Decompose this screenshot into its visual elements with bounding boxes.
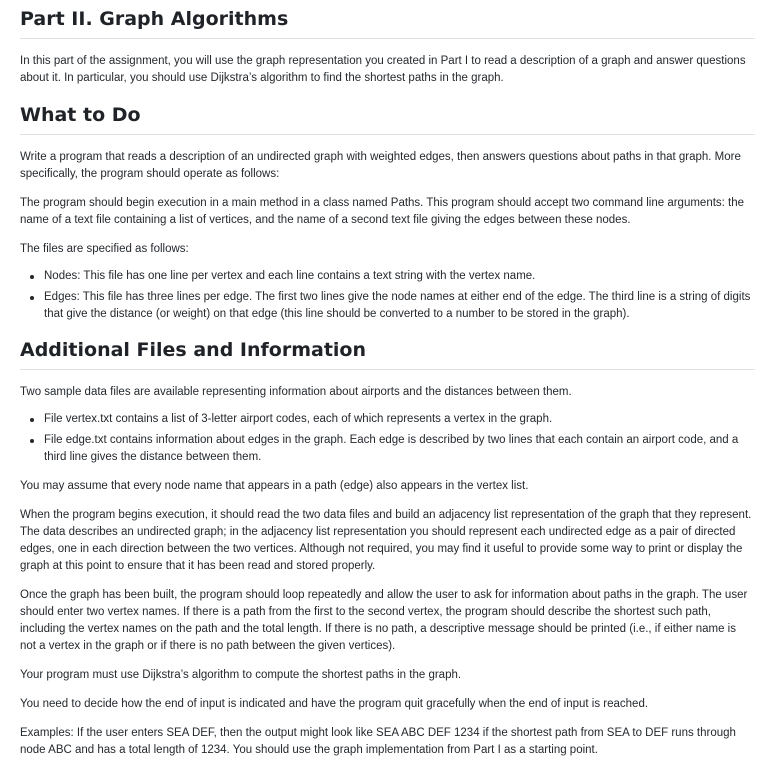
- additional-paragraph-1: Two sample data files are available representing information about airports and the distances between them.: [20, 386, 572, 398]
- what-to-do-paragraph-2: The program should begin execution in a main method in a class named Paths. This program should accept two command line arguments: the name of a text file containing a list of vertices, and the name of a second text file giving the edges between these nodes.: [20, 197, 745, 226]
- list-item: Nodes: This file has one line per vertex and each line contains a text string with the vertex name.: [44, 268, 755, 285]
- list-item: File edge.txt contains information about edges in the graph. Each edge is described by two lines that each contain an airport code, and a third line gives the distance between them.: [44, 432, 755, 466]
- additional-paragraph-2: You may assume that every node name that appears in a path (edge) also appears in the vertex list.: [20, 480, 529, 492]
- file-spec-list: [20, 268, 755, 323]
- list-item: File vertex.txt contains a list of 3-letter airport codes, each of which represents a vertex in the graph.: [44, 411, 755, 428]
- data-files-list: [20, 411, 755, 466]
- what-to-do-paragraph-3: The files are specified as follows:: [20, 243, 189, 255]
- what-to-do-paragraph-1: Write a program that reads a description of an undirected graph with weighted edges, then answers questions about paths in that graph. More specifically, the program should operate as follows:: [20, 151, 741, 180]
- additional-paragraph-5: Your program must use Dijkstra’s algorithm to compute the shortest paths in the graph.: [20, 669, 462, 681]
- additional-paragraph-4: Once the graph has been built, the program should loop repeatedly and allow the user to ask for information about paths in the graph. The user should enter two vertex names. If there is a path from the first to the second vertex, the program should describe the shortest such path, including the vertex names on the path and the total length. If there is no path, a descriptive message should be printed (i.e., if either name is not a vertex in the graph or if there is no path between the given vertices).: [20, 589, 748, 652]
- part-ii-intro-paragraph: In this part of the assignment, you will use the graph representation you created in Part I to read a description of a graph and answer questions about it. In particular, you should use Dijkstra’s algorithm to find the shortest paths in the graph.: [20, 55, 746, 84]
- section-heading-part-ii: Part II. Graph Algorithms: [20, 1, 755, 39]
- section-heading-additional-files: Additional Files and Information: [20, 338, 755, 370]
- additional-paragraph-6: You need to decide how the end of input is indicated and have the program quit gracefully when the end of input is reached.: [20, 698, 649, 710]
- additional-paragraph-3: When the program begins execution, it should read the two data files and build an adjacency list representation of the graph that they represent. The data describes an undirected graph; in the adjacency list representation you should represent each undirected edge as a pair of directed edges, one in each direction between the two vertices. Although not required, you may find it useful to provide some way to print or display the graph at this point to ensure that it has been read and stored properly.: [20, 509, 752, 572]
- additional-paragraph-7: Examples: If the user enters SEA DEF, then the output might look like SEA ABC DEF 1234 if the shortest path from SEA to DEF runs through node ABC and has a total length of 1234. You should use the graph implementation from Part I as a starting point.: [20, 727, 736, 756]
- list-item: Edges: This file has three lines per edge. The first two lines give the node names at either end of the edge. The third line is a string of digits that give the distance (or weight) on that edge (this line should be converted to a number to be stored in the graph).: [44, 289, 755, 323]
- document-page: [0, 1, 773, 779]
- section-heading-what-to-do: What to Do: [20, 103, 755, 135]
